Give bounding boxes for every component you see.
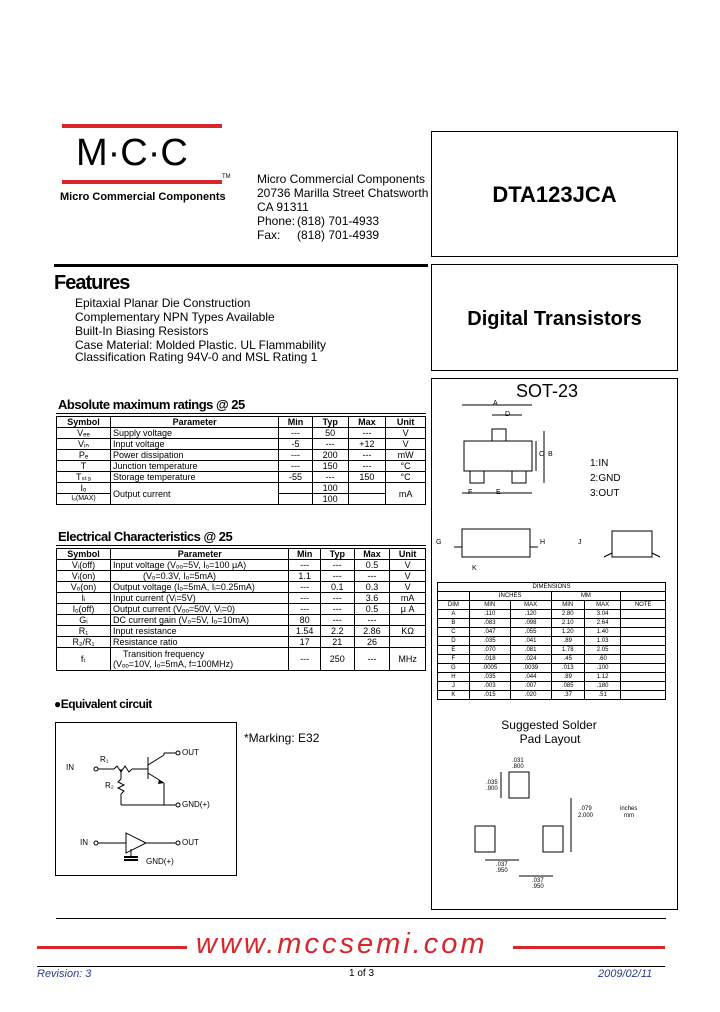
pad-dim-2b: .900: [486, 786, 498, 792]
circuit-label-out: OUT: [182, 748, 199, 757]
feature-item: Classification Rating 94V-0 and MSL Rating 1: [75, 350, 318, 364]
table-row: D .035 .041 .89 1.03: [438, 637, 666, 646]
col-unit: Unit: [390, 549, 426, 560]
col-symbol: Symbol: [57, 417, 111, 428]
col-typ: Typ: [312, 417, 348, 428]
table-row: Iₒ(MAX) 100: [57, 494, 426, 505]
address-line-2: 20736 Marilla Street Chatsworth: [257, 186, 429, 200]
dim-label-d: D: [505, 411, 511, 418]
dimensions-table: [437, 582, 666, 700]
footer-url[interactable]: www.mccsemi.com: [196, 928, 488, 960]
table-row: Pₑ Power dissipation --- 200 --- mW: [57, 450, 426, 461]
address-line-3: CA 91311: [257, 200, 309, 214]
table-row: Vₑₑ Supply voltage --- 50 --- V: [57, 428, 426, 439]
pad-units-2: mm: [624, 813, 634, 819]
equiv-circuit-box: [55, 722, 237, 876]
abs-max-title: Absolute maximum ratings @ 25: [58, 397, 245, 412]
dim-label-g: G: [436, 539, 442, 546]
package-name: SOT-23: [516, 381, 579, 401]
dim-label-h: H: [540, 539, 546, 546]
table-row: Vᵢ(on) (Vₒ=0.3V, Iₒ=5mA) 1.1 --- --- V: [57, 571, 426, 582]
release-date: 2009/02/11: [598, 968, 653, 980]
pin-1: 1:IN: [590, 458, 609, 469]
footer-rule: [37, 966, 665, 967]
abs-max-rule: [56, 413, 426, 414]
table-row: Iₒ(off) Output current (Vₒₒ=50V, Vᵢ=0) --- --- 0.5 μ A: [57, 604, 426, 615]
table-row: T Junction temperature --- 150 --- °C: [57, 461, 426, 472]
table-row: C .047 .055 1.20 1.40: [438, 628, 666, 637]
part-number: DTA123JCA: [492, 182, 617, 207]
table-header-row: [438, 583, 666, 592]
freq-condition: (Vₒₒ=10V, Iₒ=5mA, f=100MHz): [113, 659, 234, 669]
feature-item: Case Material: Molded Plastic. UL Flammability: [75, 338, 326, 352]
bottom-rule: [56, 918, 666, 919]
part-number-box: [431, 131, 678, 257]
pad-dim-4b: .950: [496, 868, 508, 874]
logo-text: M·C·C: [76, 132, 188, 174]
table-row: R₂/R₁ Resistance ratio 17 21 26: [57, 637, 426, 648]
table-row: Vₒ(on) Output voltage (Iₒ=5mA, Iᵢ=0.25mA) --- 0.1 0.3 V: [57, 582, 426, 593]
table-row: Iᵢ Input current (Vᵢ=5V) --- --- 3.6 mA: [57, 593, 426, 604]
col-symbol: Symbol: [57, 549, 111, 560]
pad-units-1: inches: [620, 806, 638, 812]
solder-pad-drawing: [431, 748, 676, 898]
table-header-row: [57, 417, 426, 428]
circuit-label-r2: R₂: [105, 781, 114, 790]
circuit-label-r1: R₁: [100, 755, 109, 764]
features-list: [75, 296, 326, 364]
table-row: Iₒ Output current 100 mA: [57, 483, 426, 494]
logo-subtitle: Micro Commercial Components: [60, 191, 226, 203]
elec-rule: [56, 545, 426, 546]
col-min: Min: [279, 417, 313, 428]
fax-label: Fax:: [257, 228, 281, 242]
elec-table: [56, 548, 426, 671]
marking-text: *Marking: E32: [244, 731, 320, 745]
col-parameter: Parameter: [111, 549, 289, 560]
company-logo: [76, 132, 188, 175]
package-drawing: [432, 379, 677, 579]
footer-bar-right: [513, 946, 665, 949]
solder-title-2: Pad Layout: [519, 732, 581, 746]
table-row: Tₛₜ₉ Storage temperature -55 --- 150 °C: [57, 472, 426, 483]
pad-dim-3: .079: [580, 806, 592, 812]
feature-item: Epitaxial Planar Die Construction: [75, 296, 251, 310]
col-parameter: Parameter: [111, 417, 279, 428]
table-row: fₜ Transition frequency (Vₒₒ=10V, Iₒ=5mA, f=100MHz) --- 250 --- MHz: [57, 648, 426, 671]
table-row: K .015 .020 .37 .51: [438, 691, 666, 700]
features-rule: [54, 264, 428, 267]
pin-2: 2:GND: [590, 473, 621, 484]
table-header-row: [57, 549, 426, 560]
solder-pad-title: [500, 718, 600, 746]
pad-dim-5b: .950: [532, 884, 544, 890]
equivalent-circuit-diagram: [56, 723, 236, 875]
table-header-row: DIM MIN MAX MIN MAX NOTE: [438, 601, 666, 610]
col-typ: Typ: [320, 549, 354, 560]
table-row: Gᵢ DC current gain (Vₒ=5V, Iₒ=10mA) 80 --- ---: [57, 615, 426, 626]
table-row: H .035 .044 .89 1.12: [438, 673, 666, 682]
table-row: E .070 .081 1.78 2.05: [438, 646, 666, 655]
address-line-1: Micro Commercial Components: [257, 172, 426, 186]
circuit-label-in2: IN: [80, 838, 88, 847]
dims-title: DIMENSIONS: [438, 583, 666, 592]
elec-title: Electrical Characteristics @ 25: [58, 529, 233, 544]
feature-item: Complementary NPN Types Available: [75, 310, 275, 324]
equiv-title: ●Equivalent circuit: [54, 697, 152, 711]
table-row: R₁ Input resistance 1.54 2.2 2.86 KΩ: [57, 626, 426, 637]
pad-dim-2: .035: [486, 780, 498, 786]
dim-label-k: K: [472, 565, 477, 572]
footer-bar-left: [37, 946, 187, 949]
device-description: Digital Transistors: [467, 308, 642, 330]
abs-max-table: [56, 416, 426, 505]
col-min: Min: [289, 549, 321, 560]
col-unit: Unit: [386, 417, 426, 428]
feature-item: Built-In Biasing Resistors: [75, 324, 209, 338]
dim-label-f: F: [468, 489, 473, 496]
dim-label-b: B: [548, 451, 553, 458]
col-max: Max: [348, 417, 386, 428]
bullet-icon: ●: [54, 697, 61, 711]
dim-label-e: E: [496, 489, 501, 496]
phone-label: Phone:: [257, 214, 296, 228]
circuit-label-in: IN: [66, 763, 74, 772]
circuit-label-gnd2: GND(+): [146, 857, 174, 866]
pad-dim-5: .037: [532, 878, 544, 884]
freq-label: Transition frequency: [123, 649, 205, 659]
table-row: Vᵢ(off) Input voltage (Vₒₒ=5V, Iₒ=100 μA) --- --- 0.5 V: [57, 560, 426, 571]
pad-dim-3b: 2.000: [578, 813, 594, 819]
pin-3: 3:OUT: [590, 488, 620, 499]
circuit-label-out2: OUT: [182, 838, 199, 847]
description-box: [431, 264, 678, 371]
table-row: A .110 .120 2.80 3.04: [438, 610, 666, 619]
phone-number: (818) 701-4933: [297, 214, 380, 228]
trademark: TM: [222, 174, 231, 180]
circuit-label-gnd: GND(+): [182, 800, 210, 809]
dim-label-j: J: [578, 539, 582, 546]
dim-label-a: A: [493, 400, 498, 407]
dim-label-c: C: [539, 451, 545, 458]
table-row: F .018 .024 .45 .60: [438, 655, 666, 664]
col-max: Max: [354, 549, 390, 560]
table-header-row: INCHES MM: [438, 592, 666, 601]
fax-number: (818) 701-4939: [297, 228, 380, 242]
logo-bottom-bar: [62, 180, 222, 184]
pad-dim-1b: .800: [512, 764, 524, 770]
revision: Revision: 3: [37, 968, 92, 980]
pad-dim-4: .037: [496, 862, 508, 868]
solder-title-1: Suggested Solder: [501, 718, 597, 732]
features-title: Features: [54, 272, 130, 294]
table-row: Vᵢₙ Input voltage -5 --- +12 V: [57, 439, 426, 450]
table-row: G .0005 .0039 .013 .100: [438, 664, 666, 673]
page-number: 1 of 3: [349, 968, 375, 979]
table-row: B .083 .098 2.10 2.64: [438, 619, 666, 628]
company-address: [257, 172, 428, 242]
logo-top-bar: [62, 124, 222, 128]
pad-dim-1: .031: [512, 758, 524, 764]
table-row: J .003 .007 .085 .180: [438, 682, 666, 691]
